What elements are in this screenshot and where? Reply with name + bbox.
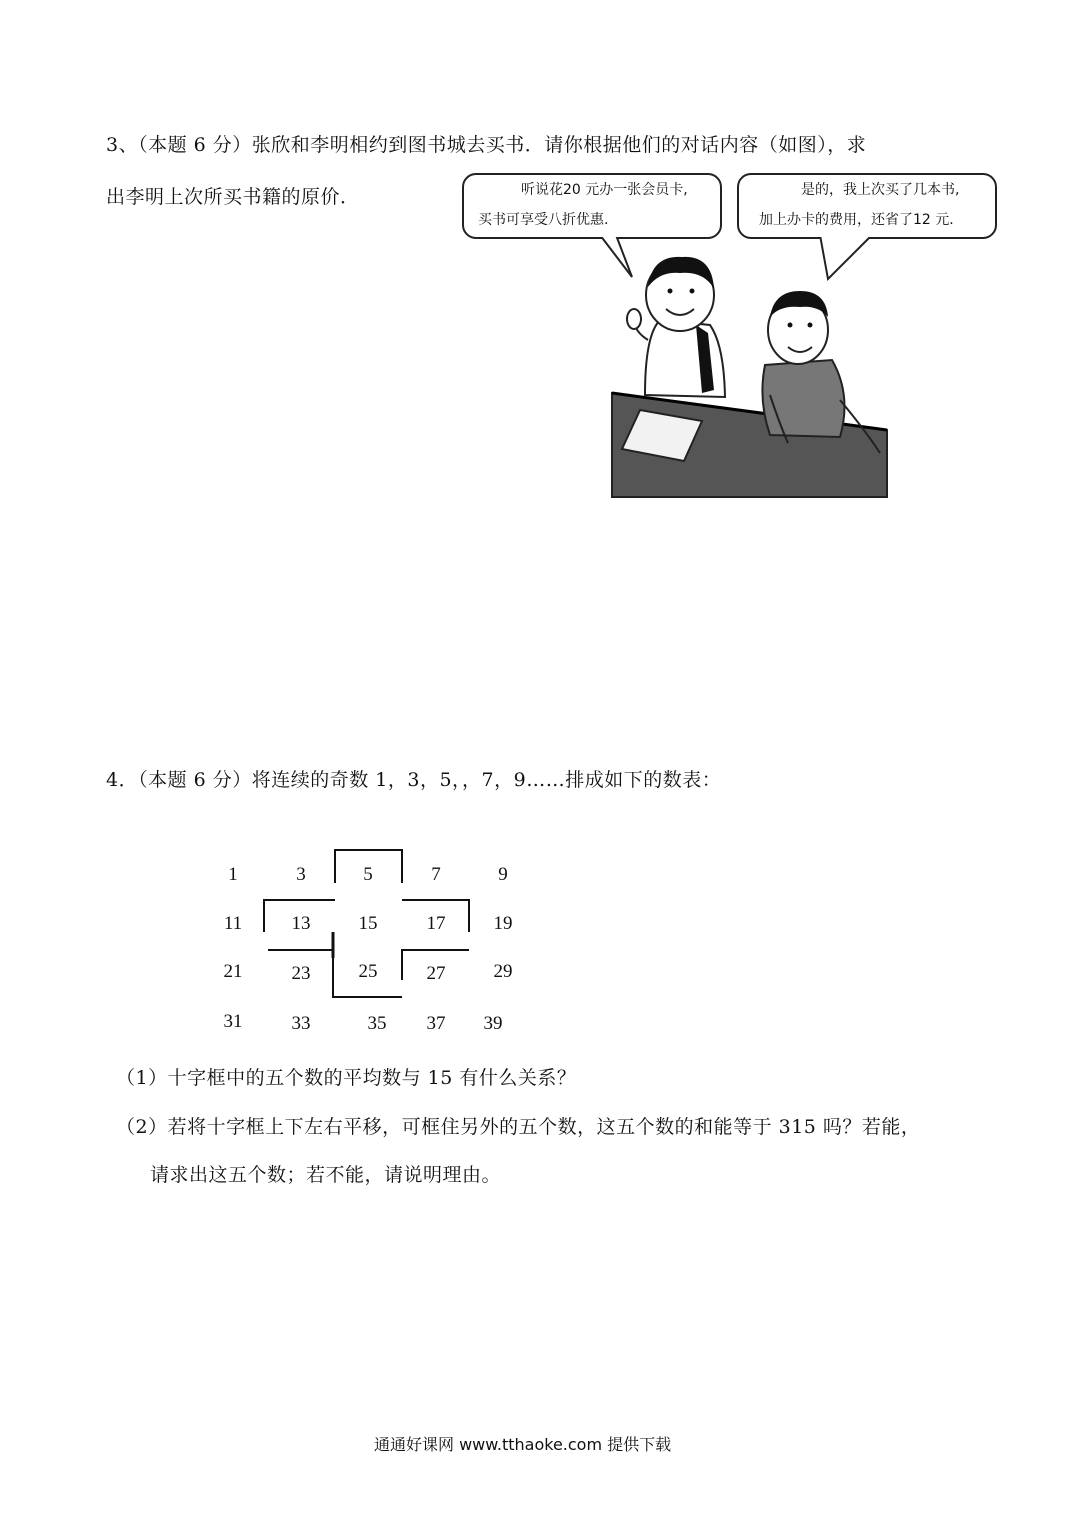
q3-line2: 出李明上次所买书籍的原价． (106, 186, 360, 208)
table-cell: 5 (363, 864, 373, 885)
table-cell: 11 (223, 913, 243, 934)
q4-intro: 4．（本题 6 分）将连续的奇数 1，3，5，，7，9……排成如下的数表： (106, 769, 722, 791)
table-cell: 17 (426, 913, 446, 934)
q3-line1: 3、（本题 6 分）张欣和李明相约到图书城去买书．请你根据他们的对话内容（如图），求 (106, 134, 867, 156)
table-cell: 31 (223, 1011, 243, 1032)
q4-sub2-line2: 请求出这五个数；若不能，请说明理由。 (150, 1164, 502, 1186)
table-cell: 33 (291, 1013, 311, 1034)
table-cell: 15 (358, 913, 378, 934)
q4-sub1: （1）十字框中的五个数的平均数与 15 有什么关系？ (116, 1067, 577, 1089)
bubble-left-line1: 听说花20 元办一张会员卡, (521, 182, 688, 198)
table-cell: 39 (483, 1013, 503, 1034)
table-cell: 25 (358, 961, 378, 982)
table-cell: 13 (291, 913, 311, 934)
table-cell: 23 (291, 963, 311, 984)
footer-text: 通通好课网 www.tthaoke.com 提供下载 (374, 1435, 672, 1454)
bubble-left-line2: 买书可享受八折优惠. (478, 212, 609, 228)
bubble-right-line2: 加上办卡的费用，还省了12 元. (759, 212, 954, 228)
table-cell: 29 (493, 961, 513, 982)
table-cell: 1 (228, 864, 238, 885)
table-cell: 35 (367, 1013, 387, 1034)
table-cell: 7 (431, 864, 441, 885)
table-cell: 27 (426, 963, 446, 984)
table-cell: 19 (493, 913, 513, 934)
q4-sub2-line1: （2）若将十字框上下左右平移，可框住另外的五个数，这五个数的和能等于 315 吗？若能， (116, 1116, 921, 1138)
table-cell: 3 (296, 864, 306, 885)
table-cell: 21 (223, 961, 243, 982)
table-cell: 9 (498, 864, 508, 885)
table-cell: 37 (426, 1013, 446, 1034)
bubble-right-line1: 是的，我上次买了几本书, (801, 182, 960, 198)
